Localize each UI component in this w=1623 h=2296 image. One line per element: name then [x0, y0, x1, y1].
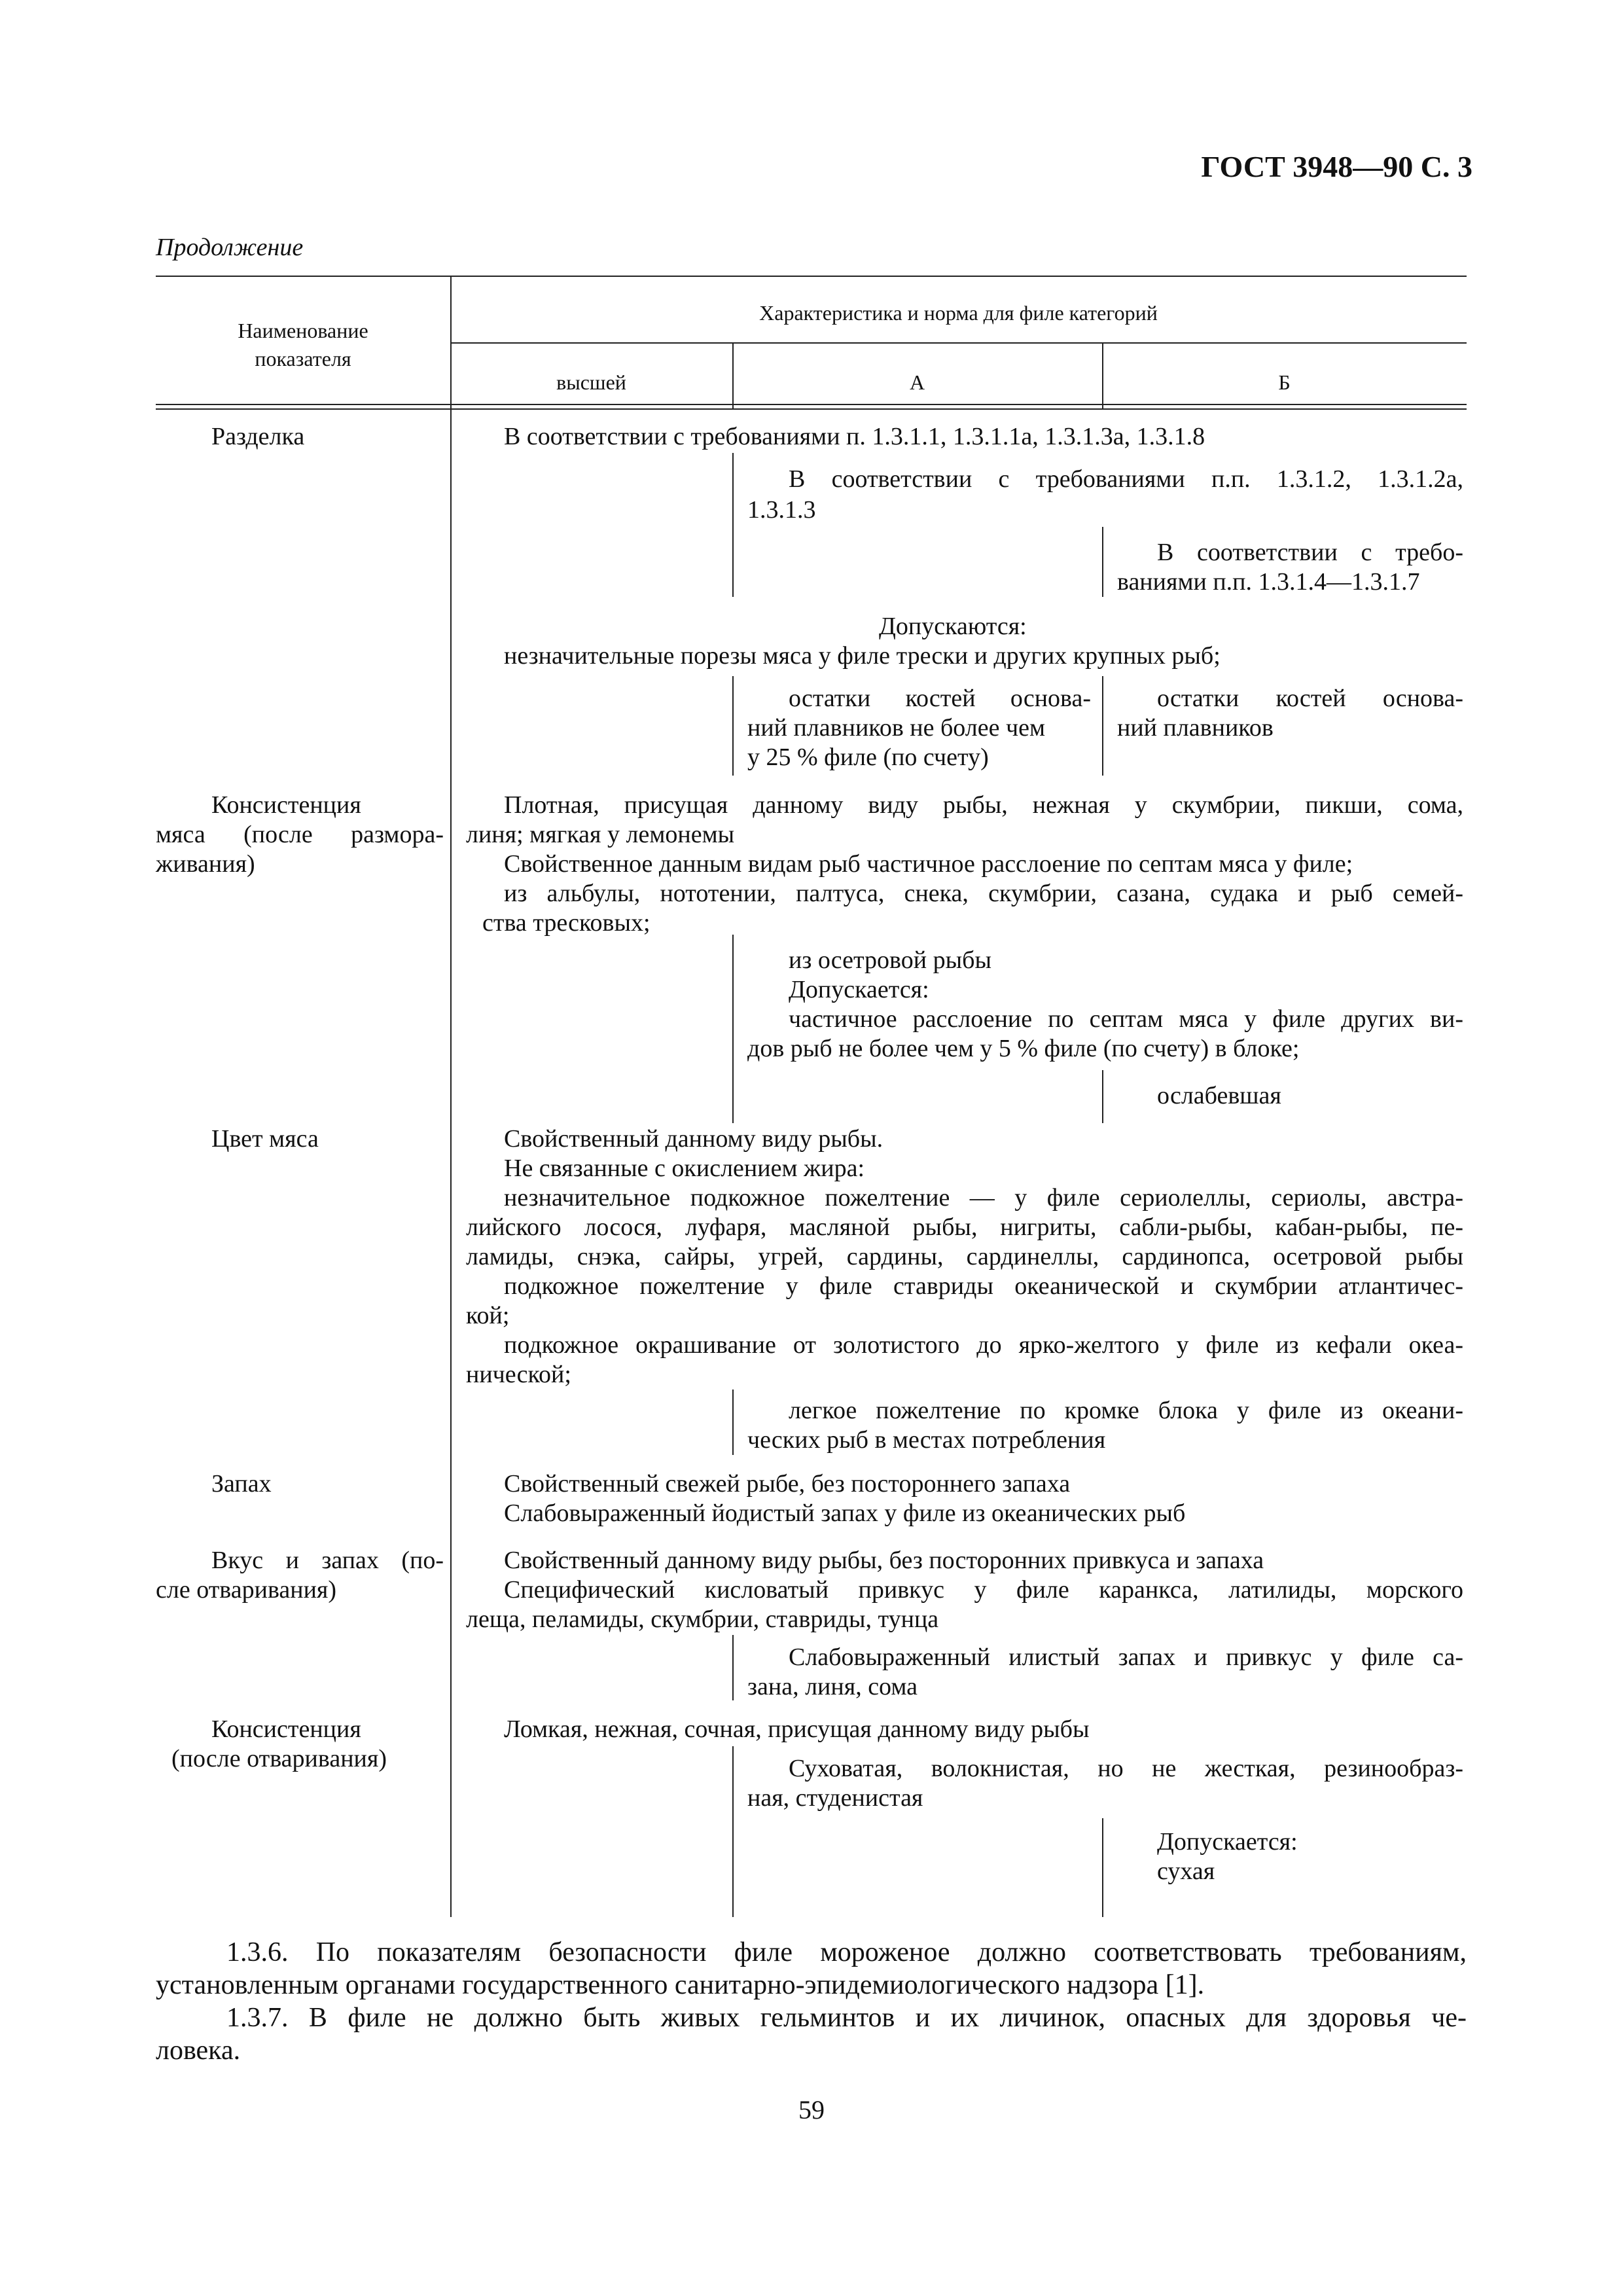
razdelka-a-bones-line1: остатки костей основа-: [789, 685, 1091, 712]
paragraph-1-3-6-line2: установленным органами государственного санитарно-эпидемиологического надзора [1].: [156, 1970, 1205, 2000]
razdelka-a-bones-line2: ний плавников не более чем: [747, 714, 1046, 742]
razdelka-allowed-all: незначительные порезы мяса у филе трески и других крупных рыб;: [504, 642, 1221, 670]
paragraph-1-3-6-line1: 1.3.6. По показателям безопасности филе мороженое должно соответствовать требованиям,: [226, 1937, 1467, 1967]
konsistenciya-line5: ства тресковых;: [482, 909, 651, 937]
konsistenciya-line1: Плотная, присущая данному виду рыбы, нежная у скумбрии, пикши, сома,: [504, 791, 1463, 819]
vkus-a-divider: [732, 1635, 734, 1700]
row-label-konsistenciya-otvar-line2: (после отваривания): [171, 1745, 387, 1772]
zapah-line2: Слабовыраженный йодистый запах у филе из океанических рыб: [504, 1499, 1186, 1527]
konsistenciya-line3: Свойственное данным видам рыб частичное расслоение по септам мяса у филе;: [504, 850, 1353, 878]
konsistenciya-line2: линя; мягкая у лемонемы: [466, 821, 735, 848]
razdelka-b-divider: [1102, 527, 1103, 597]
row-label-konsistenciya-line1: Консистенция: [211, 791, 361, 819]
konsistenciya-otvar-a-divider: [732, 1746, 734, 1917]
cvet-line1: Свойственный данному виду рыбы.: [504, 1125, 883, 1153]
row-label-konsistenciya-line2: мяса (после размора-: [156, 821, 444, 848]
konsistenciya-otvar-b-divider: [1102, 1818, 1103, 1917]
razdelka-b-line2: ваниями п.п. 1.3.1.4—1.3.1.7: [1117, 568, 1420, 596]
cvet-line2: Не связанные с окислением жира:: [504, 1155, 865, 1182]
cvet-line5: ламиды, снэка, сайры, угрей, сардины, сардинеллы, сардинопса, осетровой рыбы: [466, 1243, 1463, 1270]
group-header: Характеристика и норма для филе категорий: [759, 301, 1158, 325]
cvet-a-divider: [732, 1390, 734, 1455]
konsistenciya-otvar-a-line2: ная, студенистая: [747, 1784, 923, 1812]
konsistenciya-a-line4: дов рыб не более чем у 5 % филе (по счету) в блоке;: [747, 1035, 1300, 1062]
razdelka-a-bones-line3: у 25 % филе (по счету): [747, 744, 989, 771]
razdelka-b-line1: В соответствии с требо-: [1157, 539, 1463, 566]
subheader-b: Б: [1278, 370, 1291, 394]
konsistenciya-otvar-a-line1: Суховатая, волокнистая, но не жесткая, резинообраз-: [789, 1755, 1463, 1782]
row-label-zapah: Запах: [211, 1470, 272, 1498]
razdelka-a-line1: В соответствии с требованиями п.п. 1.3.1.2, 1.3.1.2а,: [789, 465, 1463, 493]
row-label-vkus-line1: Вкус и запах (по-: [211, 1547, 444, 1574]
razdelka-bones-b-divider: [1102, 676, 1103, 776]
konsistenciya-b-line1: ослабевшая: [1157, 1082, 1281, 1109]
cvet-line4: лийского лосося, луфаря, масляной рыбы, нигриты, сабли-рыбы, кабан-рыбы, пе-: [466, 1213, 1463, 1241]
konsistenciya-line4: из альбулы, нототении, палтуса, снека, скумбрии, сазана, судака и рыб семей-: [504, 880, 1463, 907]
row-label-razdelka: Разделка: [211, 423, 305, 450]
zapah-line1: Свойственный свежей рыбе, без постороннего запаха: [504, 1470, 1071, 1498]
paragraph-1-3-7-line1: 1.3.7. В филе не должно быть живых гельминтов и их личинок, опасных для здоровья че-: [226, 2003, 1467, 2033]
vkus-a-line2: зана, линя, сома: [747, 1673, 918, 1700]
razdelka-b-bones-line1: остатки костей основа-: [1157, 685, 1463, 712]
cvet-a-line1: легкое пожелтение по кромке блока у филе из океани-: [789, 1397, 1463, 1424]
cvet-line7: кой;: [466, 1302, 510, 1329]
table-subheader-rule: [450, 342, 1467, 344]
cvet-line6: подкожное пожелтение у филе ставриды океанической и скумбрии атлантичес-: [504, 1272, 1463, 1300]
konsistenciya-otvar-b-line1: Допускается:: [1157, 1828, 1298, 1856]
cvet-a-line2: ческих рыб в местах потребления: [747, 1426, 1106, 1454]
table-header-bottom-rule-2: [156, 408, 1467, 410]
table-header-bottom-rule: [156, 404, 1467, 405]
row-label-vkus-line2: сле отваривания): [156, 1576, 337, 1604]
vkus-line1: Свойственный данному виду рыбы, без посторонних привкуса и запаха: [504, 1547, 1264, 1574]
table-top-rule: [156, 276, 1467, 277]
row-label-konsistenciya-otvar-line1: Консистенция: [211, 1715, 361, 1743]
konsistenciya-a-line3: частичное расслоение по септам мяса у филе других ви-: [789, 1005, 1463, 1033]
razdelka-a-divider: [732, 453, 734, 597]
razdelka-allowed-heading: Допускаются:: [879, 613, 1027, 640]
cvet-line9: нической;: [466, 1361, 571, 1388]
table-col1-divider: [450, 276, 452, 1917]
col1-header-line1: Наименование: [238, 319, 368, 342]
vkus-line3: леща, пеламиды, скумбрии, ставриды, тунца: [466, 1605, 939, 1633]
razdelka-a-line2: 1.3.1.3: [747, 496, 816, 524]
paragraph-1-3-7-line2: ловека.: [156, 2036, 241, 2066]
subheader-a: А: [909, 370, 925, 394]
paragraph-1-3-6: [156, 1936, 1467, 2001]
page-number: 59: [798, 2095, 825, 2125]
vkus-line2: Специфический кисловатый привкус у филе каранкса, латилиды, морского: [504, 1576, 1463, 1604]
document-header: ГОСТ 3948—90 С. 3: [1201, 150, 1472, 183]
paragraph-1-3-7: [156, 2001, 1467, 2067]
razdelka-bones-a-divider: [732, 676, 734, 776]
row-label-cvet: Цвет мяса: [211, 1125, 319, 1153]
vkus-a-line1: Слабовыраженный илистый запах и привкус у филе са-: [789, 1643, 1463, 1671]
subheader-vysshey: высшей: [556, 370, 626, 394]
razdelka-all-categories: В соответствии с требованиями п. 1.3.1.1, 1.3.1.1а, 1.3.1.3а, 1.3.1.8: [504, 423, 1205, 450]
konsistenciya-a-divider: [732, 935, 734, 1123]
col1-header-line2: показателя: [255, 347, 351, 370]
konsistenciya-a-line2: Допускается:: [789, 976, 929, 1003]
konsistenciya-otvar-line1: Ломкая, нежная, сочная, присущая данному виду рыбы: [504, 1715, 1090, 1743]
konsistenciya-otvar-b-line2: сухая: [1157, 1857, 1215, 1885]
row-label-konsistenciya-line3: живания): [156, 850, 255, 878]
cvet-line8: подкожное окрашивание от золотистого до ярко-желтого у филе из кефали океа-: [504, 1331, 1463, 1359]
continuation-label: Продолжение: [156, 234, 304, 261]
konsistenciya-a-line1: из осетровой рыбы: [789, 946, 991, 974]
konsistenciya-b-divider: [1102, 1070, 1103, 1123]
cvet-line3: незначительное подкожное пожелтение — у филе сериолеллы, сериолы, австра-: [504, 1184, 1463, 1211]
razdelka-b-bones-line2: ний плавников: [1117, 714, 1274, 742]
